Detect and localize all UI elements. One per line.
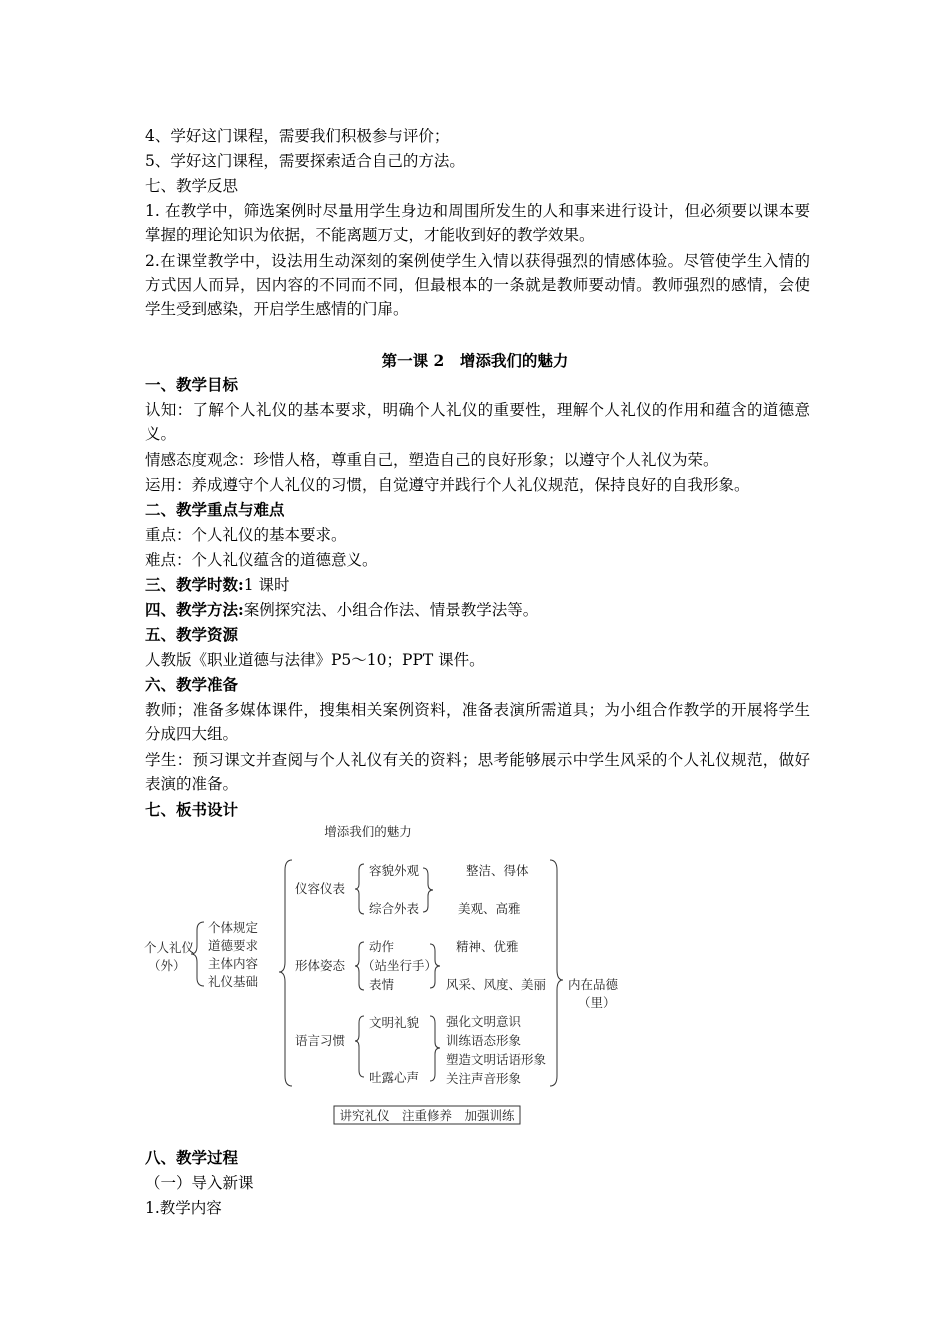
group-sub: 吐露心声 (369, 1070, 420, 1085)
group-result: 塑造文明话语形象 (446, 1052, 547, 1067)
left-item: 道德要求 (208, 938, 259, 953)
hours-label: 三、教学时数: (145, 575, 244, 594)
hours-value: 1 课时 (243, 576, 290, 594)
reflection-paragraph-1: 1. 在教学中，筛选案例时尽量用学生身边和周围所发生的人和事来进行设计，但必须要以课本要掌握的理论知识为依据，不能离题万丈，才能收到好的教学效果。 (145, 202, 810, 244)
reflection-paragraph-2: 2.在课堂教学中，设法用生动深刻的案例使学生入情以获得强烈的情感体验。尽管使学生入情的方式因人而异，因内容的不同而不同，但最根本的一条就是教师要动情。教师强烈的感情，会使学生受到感染，开启学生感情的门扉。 (145, 252, 810, 318)
application-goal: 运用：养成遵守个人礼仪的习惯，自觉遵守并践行个人礼仪规范，保持良好的自我形象。 (145, 476, 750, 494)
group-result: 美观、高雅 (458, 901, 521, 916)
intro-subheading: （一）导入新课 (145, 1174, 254, 1192)
group-brace (355, 1016, 364, 1077)
left-item: 个体规定 (208, 920, 259, 935)
left-brace (191, 922, 204, 986)
right-brace (550, 860, 563, 1086)
resources-heading: 五、教学资源 (145, 625, 239, 644)
student-prep: 学生：预习课文并查阅与个人礼仪有关的资料；思考能够展示中学生风采的个人礼仪规范，做好表演的准备。 (145, 751, 810, 793)
left-item: 礼仪基础 (208, 974, 259, 989)
resources-text: 人教版《职业道德与法律》P5～10；PPT 课件。 (145, 651, 485, 669)
board-footer: 讲究礼仪 注重修养 加强训练 (339, 1108, 515, 1123)
left-label-outer-sub: （外） (148, 958, 186, 973)
group-sub: 容貌外观 (369, 863, 420, 878)
group-brace (355, 864, 364, 914)
group-result: 关注声音形象 (446, 1071, 522, 1086)
key-heading: 二、教学重点与难点 (145, 500, 285, 519)
group-result-brace (430, 1016, 440, 1081)
method-value: 案例探究法、小组合作法、情景教学法等。 (243, 601, 539, 619)
list-item-4: 4、学好这门课程，需要我们积极参与评价； (145, 127, 450, 145)
right-label-inner: 内在品德 (568, 977, 619, 992)
group-sub: 表情 (369, 977, 395, 992)
group-result: 精神、优雅 (456, 939, 519, 954)
left-item: 主体内容 (208, 956, 259, 971)
content-subheading: 1.教学内容 (145, 1199, 222, 1217)
group-result: 训练语态形象 (446, 1033, 522, 1048)
method-line (145, 598, 810, 622)
right-label-inner-sub: （里） (578, 995, 616, 1010)
method-label: 四、教学方法: (145, 600, 244, 619)
group-name: 仪容仪表 (295, 881, 346, 896)
group-result-brace (423, 868, 433, 912)
left-label-outer: 个人礼仪 (144, 940, 195, 955)
hours-line (145, 573, 810, 597)
group-sub: 文明礼貌 (369, 1015, 420, 1030)
group-sub: （站坐行手） (362, 958, 438, 973)
group-result: 强化文明意识 (446, 1014, 522, 1029)
emotion-goal: 情感态度观念：珍惜人格，尊重自己，塑造自己的良好形象；以遵守个人礼仪为荣。 (145, 451, 719, 469)
group-sub: 动作 (369, 939, 395, 954)
group-sub: 综合外表 (369, 901, 420, 916)
group-result: 整洁、得体 (466, 863, 529, 878)
difficulty-point: 难点：个人礼仪蕴含的道德意义。 (145, 551, 378, 569)
board-heading: 七、板书设计 (145, 800, 239, 819)
group-name: 形体姿态 (295, 958, 346, 973)
cognition-goal: 认知：了解个人礼仪的基本要求，明确个人礼仪的重要性，理解个人礼仪的作用和蕴含的道德意义。 (145, 401, 810, 443)
board-design-diagram (140, 820, 640, 1130)
process-heading: 八、教学过程 (145, 1148, 239, 1167)
list-item-5: 5、学好这门课程，需要探索适合自己的方法。 (145, 152, 465, 170)
prep-heading: 六、教学准备 (145, 675, 239, 694)
board-title: 增添我们的魅力 (324, 824, 412, 839)
teacher-prep: 教师；准备多媒体课件，搜集相关案例资料，准备表演所需道具；为小组合作教学的开展将学生分成四大组。 (145, 701, 810, 743)
main-brace (279, 860, 292, 1086)
goals-heading: 一、教学目标 (145, 375, 239, 394)
group-result: 风采、风度、美丽 (446, 977, 547, 992)
key-point: 重点：个人礼仪的基本要求。 (145, 526, 347, 544)
lesson-title: 第一课 2 增添我们的魅力 (381, 351, 569, 370)
reflection-heading: 七、教学反思 (145, 177, 239, 195)
group-name: 语言习惯 (295, 1033, 346, 1048)
